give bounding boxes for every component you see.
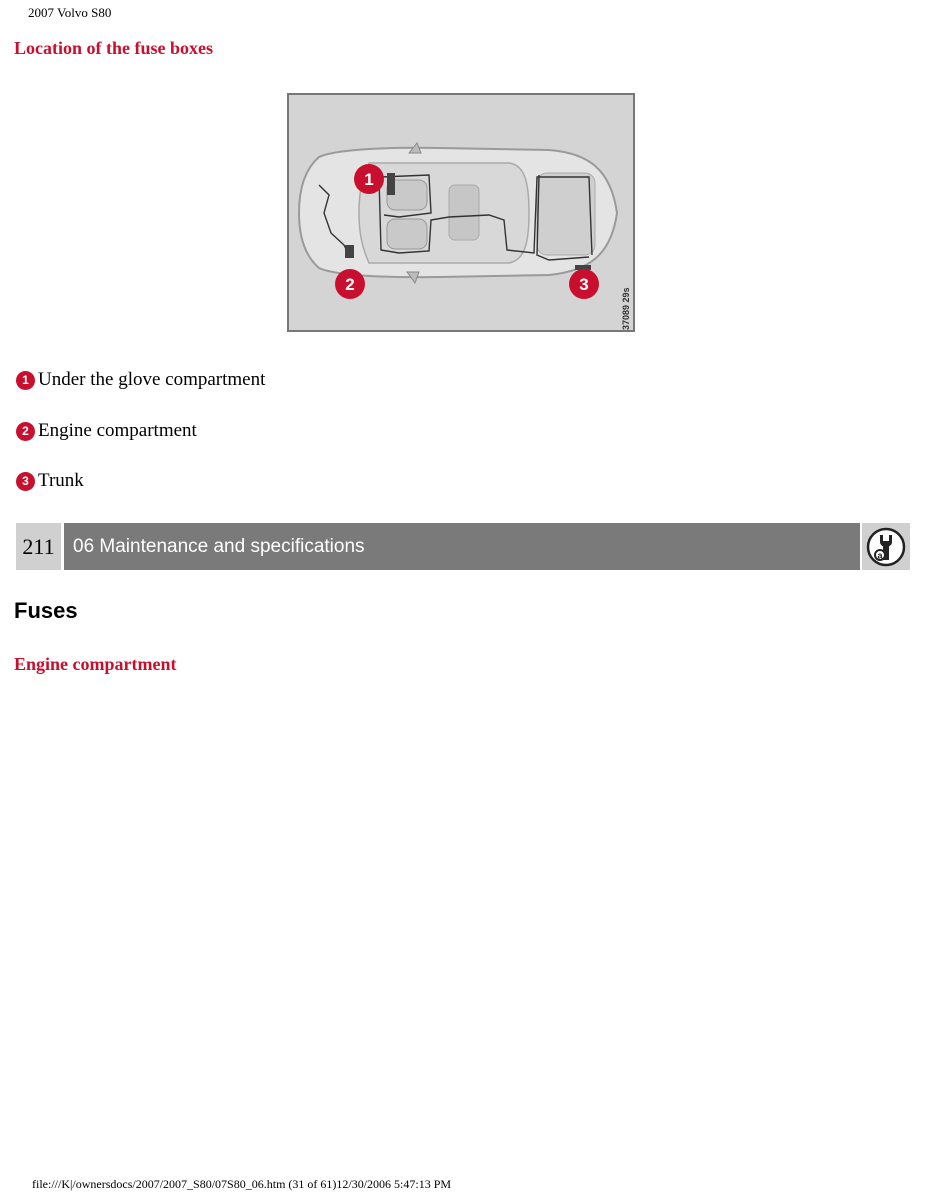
marker-3-icon (569, 269, 599, 299)
legend-label: Engine compartment (38, 420, 197, 441)
legend-item-trunk (16, 470, 84, 492)
fuse-box-engine (345, 245, 354, 258)
svg-text:1: 1 (364, 170, 374, 189)
svg-text:a: a (877, 550, 883, 560)
wrench-icon (866, 527, 906, 567)
document-header-title: 2007 Volvo S80 (28, 5, 112, 20)
chapter-icon (862, 523, 910, 570)
svg-text:3: 3 (579, 275, 589, 294)
fuses-heading: Fuses (14, 598, 78, 623)
number-3-icon: 3 (16, 472, 35, 491)
legend-item-glove (16, 369, 265, 391)
marker-2-icon (335, 269, 365, 299)
chapter-title: 06 Maintenance and specifications (64, 523, 860, 570)
car-fuse-diagram (287, 93, 635, 332)
legend-label: Under the glove compartment (38, 369, 266, 390)
fuse-box-glove (387, 173, 395, 195)
number-2-icon: 2 (16, 422, 35, 441)
footer-file-path: file:///K|/ownersdocs/2007/2007_S80/07S80_06.htm (31 of 61)12/30/2006 5:47:13 PM (32, 1177, 452, 1191)
fuse-location-heading: Location of the fuse boxes (14, 38, 213, 58)
engine-compartment-heading: Engine compartment (14, 654, 177, 674)
legend-item-engine (16, 420, 197, 442)
legend-label: Trunk (38, 470, 84, 491)
figure-code: 37089 29s (621, 287, 631, 330)
marker-1-icon (354, 164, 384, 194)
svg-text:2: 2 (345, 275, 355, 294)
page-number: 211 (16, 523, 61, 570)
number-1-icon: 1 (16, 371, 35, 390)
chapter-bar (16, 523, 910, 570)
